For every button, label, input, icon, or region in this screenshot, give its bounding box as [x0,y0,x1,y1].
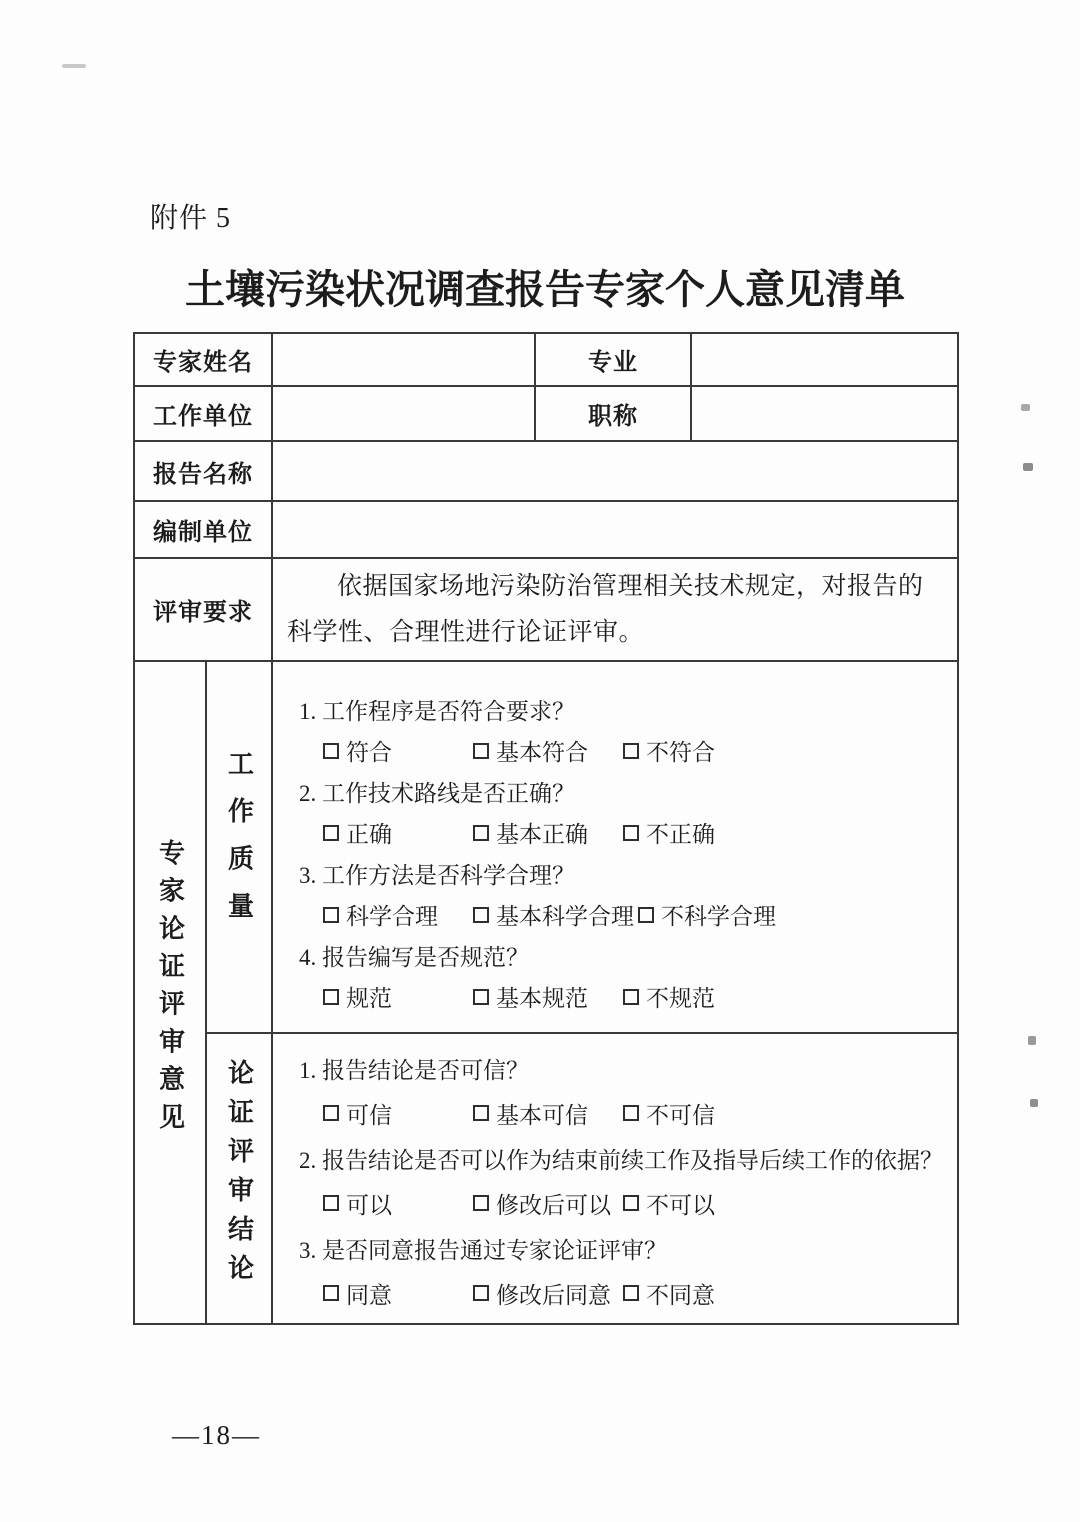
option-label: 基本科学合理 [496,904,634,929]
label-compiling-unit: 编制单位 [134,501,272,558]
section-expert-opinions [134,661,206,1324]
row-report-name [134,441,958,501]
expert-name-field[interactable] [272,333,535,386]
checkbox-option[interactable] [473,1097,619,1130]
question-options [299,730,957,771]
checkbox-option[interactable] [323,1097,469,1130]
report-name-field[interactable] [272,441,958,501]
option-label: 可信 [346,1102,392,1128]
checkbox-option[interactable] [623,816,769,849]
checkbox-icon [473,825,489,841]
checkbox-icon [623,989,639,1005]
checkbox-option[interactable] [323,980,469,1013]
row-work-unit [134,386,958,441]
option-label: 不科学合理 [661,904,776,929]
label-work-unit: 工作单位 [134,386,272,441]
option-label: 不可以 [646,1192,715,1218]
work-unit-field[interactable] [272,386,535,441]
subsection-label-work-quality: 工作质量 [224,749,254,940]
checkbox-icon [323,1105,339,1121]
option-label: 不规范 [646,986,715,1011]
option-label: 不符合 [646,740,715,765]
checkbox-icon [473,989,489,1005]
option-label: 正确 [346,822,392,847]
row-compiling-unit [134,501,958,558]
question-text: 1. 工作程序是否符合要求？ [299,699,575,724]
checkbox-icon [473,907,489,923]
checkbox-icon [623,1105,639,1121]
checkbox-icon [323,1285,339,1301]
question-options [299,1181,957,1226]
review-requirement-cell [272,558,958,661]
option-label: 不可信 [646,1102,715,1128]
option-label: 基本规范 [496,986,588,1011]
checkbox-option[interactable] [473,1277,619,1310]
checkbox-option[interactable] [623,980,769,1013]
checkbox-option[interactable] [638,898,784,931]
scan-artifact [1030,1099,1038,1107]
option-label: 规范 [346,986,392,1011]
checkbox-option[interactable] [473,980,619,1013]
question-options [299,894,957,935]
question-options [299,976,957,1017]
expert-opinion-form [133,332,959,1325]
scan-artifact [1021,404,1030,411]
checkbox-option[interactable] [473,1187,619,1220]
row-work-quality [134,661,958,1033]
page-number: —18— [172,1420,261,1450]
option-label: 科学合理 [346,904,438,929]
checkbox-icon [323,1195,339,1211]
checkbox-icon [473,1285,489,1301]
checkbox-icon [473,743,489,759]
checkbox-icon [323,989,339,1005]
option-label: 不正确 [646,822,715,847]
checkbox-icon [638,907,654,923]
checkbox-option[interactable] [623,1277,769,1310]
label-specialty: 专业 [535,333,691,386]
option-label: 基本符合 [496,740,588,765]
question-text: 4. 报告编写是否规范？ [299,945,529,970]
row-review-requirement [134,558,958,661]
work-quality-questions [272,661,958,1033]
question-text: 3. 工作方法是否科学合理？ [299,863,575,888]
compiling-unit-field[interactable] [272,501,958,558]
review-conclusion-questions [272,1033,958,1324]
label-expert-name: 专家姓名 [134,333,272,386]
review-requirement-text: 依据国家场地污染防治管理相关技术规定，对报告的科学性、合理性进行论证评审。 [287,572,924,646]
row-review-conclusion [134,1033,958,1324]
specialty-field[interactable] [691,333,958,386]
label-job-title: 职称 [535,386,691,441]
job-title-field[interactable] [691,386,958,441]
subsection-label-review-conclusion: 论证评审结论 [224,1059,254,1293]
row-expert-name [134,333,958,386]
checkbox-icon [323,743,339,759]
subsection-work-quality [206,661,272,1033]
question-text: 2. 报告结论是否可以作为结束前续工作及指导后续工作的依据？ [299,1147,943,1173]
checkbox-icon [323,907,339,923]
checkbox-option[interactable] [473,898,634,931]
subsection-review-conclusion [206,1033,272,1324]
option-label: 同意 [346,1282,392,1308]
label-report-name: 报告名称 [134,441,272,501]
option-label: 可以 [346,1192,392,1218]
checkbox-icon [623,1285,639,1301]
option-label: 基本可信 [496,1102,588,1128]
checkbox-option[interactable] [473,734,619,767]
scan-artifact [1028,1036,1036,1045]
question-options [299,1091,957,1136]
checkbox-option[interactable] [473,816,619,849]
checkbox-option[interactable] [323,1187,469,1220]
checkbox-option[interactable] [623,1097,769,1130]
option-label: 修改后可以 [496,1192,611,1218]
checkbox-icon [623,825,639,841]
scan-artifact [62,64,86,68]
page-title: 土壤污染状况调查报告专家个人意见清单 [185,267,905,312]
question-options [299,1271,957,1316]
checkbox-icon [473,1195,489,1211]
checkbox-option[interactable] [323,898,469,931]
option-label: 基本正确 [496,822,588,847]
scan-artifact [1023,463,1033,471]
checkbox-option[interactable] [623,1187,769,1220]
checkbox-option[interactable] [623,734,769,767]
option-label: 修改后同意 [496,1282,611,1308]
option-label: 符合 [346,740,392,765]
checkbox-icon [323,825,339,841]
question-text: 1. 报告结论是否可信？ [299,1057,529,1083]
attachment-label: 附件 5 [150,203,232,234]
checkbox-icon [473,1105,489,1121]
question-text: 3. 是否同意报告通过专家论证评审？ [299,1237,667,1263]
section-label-expert-opinions: 专家论证评审意见 [155,839,185,1141]
checkbox-option[interactable] [323,734,469,767]
question-options [299,812,957,853]
checkbox-option[interactable] [323,816,469,849]
checkbox-icon [623,1195,639,1211]
option-label: 不同意 [646,1282,715,1308]
checkbox-option[interactable] [323,1277,469,1310]
question-text: 2. 工作技术路线是否正确？ [299,781,575,806]
label-review-requirement: 评审要求 [134,558,272,661]
checkbox-icon [623,743,639,759]
